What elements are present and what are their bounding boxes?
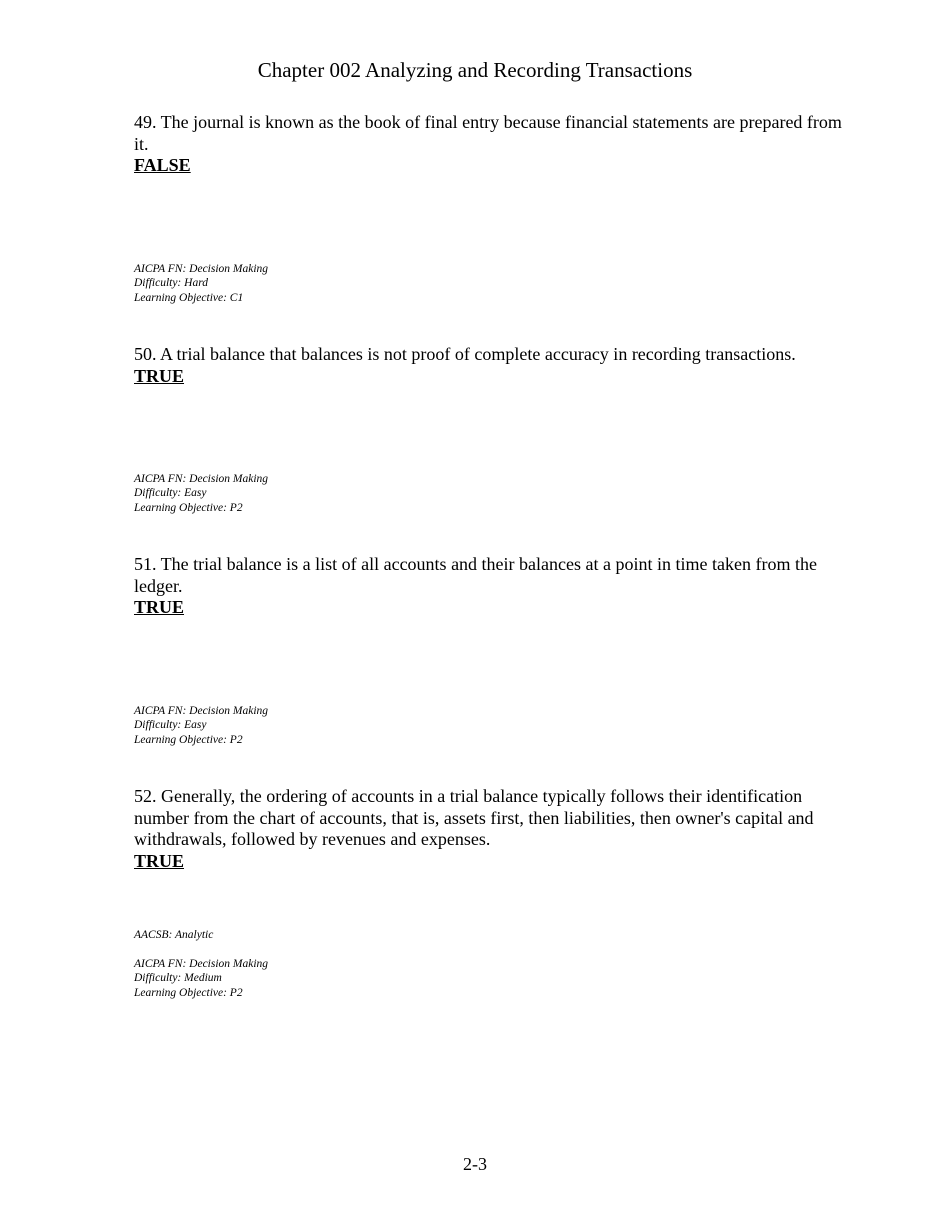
aicpa-tag: AICPA FN: Decision Making — [134, 263, 269, 275]
question-49 — [134, 112, 844, 177]
question-answer: TRUE — [134, 597, 185, 617]
question-text: 49. The journal is known as the book of final entry because financial statements are prepared from it. — [134, 112, 842, 154]
difficulty-tag: Difficulty: Hard — [134, 277, 208, 290]
learning-objective-tag: Learning Objective: P2 — [134, 501, 243, 514]
question-answer: TRUE — [134, 365, 185, 386]
aicpa-tag: AICPA FN: Decision Making — [134, 705, 269, 717]
page-number: 2-3 — [463, 1154, 487, 1174]
question-52-meta — [134, 957, 268, 1000]
difficulty-tag: Difficulty: Easy — [134, 719, 207, 732]
aicpa-tag: AICPA FN: Decision Making — [134, 958, 269, 970]
question-text: 51. The trial balance is a list of all accounts and their balances at a point in time taken from the ledger. — [134, 554, 817, 596]
difficulty-tag: Difficulty: Medium — [134, 972, 222, 985]
question-49-meta — [134, 262, 268, 305]
question-text: 50. A trial balance that balances is not proof of complete accuracy in recording transactions. — [134, 344, 796, 364]
learning-objective-tag: Learning Objective: P2 — [134, 986, 243, 999]
question-50-meta — [134, 472, 268, 515]
question-text: 52. Generally, the ordering of accounts in a trial balance typically follows their identification number from the chart of accounts, that is, assets first, then liabilities, then owner's capital and withdrawals, followed by revenues and expenses. — [134, 786, 814, 849]
question-51 — [134, 554, 844, 619]
learning-objective-tag: Learning Objective: P2 — [134, 733, 243, 746]
question-answer: FALSE — [134, 155, 191, 175]
aacsb-tag: AACSB: Analytic — [134, 929, 214, 941]
question-50 — [134, 344, 844, 387]
learning-objective-tag: Learning Objective: C1 — [134, 291, 244, 304]
question-52-aacsb — [134, 928, 213, 942]
difficulty-tag: Difficulty: Easy — [134, 487, 207, 500]
question-52 — [134, 786, 844, 872]
page-title: Chapter 002 Analyzing and Recording Transactions — [257, 58, 693, 82]
question-51-meta — [134, 704, 268, 747]
aicpa-tag: AICPA FN: Decision Making — [134, 473, 269, 485]
question-answer: TRUE — [134, 850, 185, 871]
